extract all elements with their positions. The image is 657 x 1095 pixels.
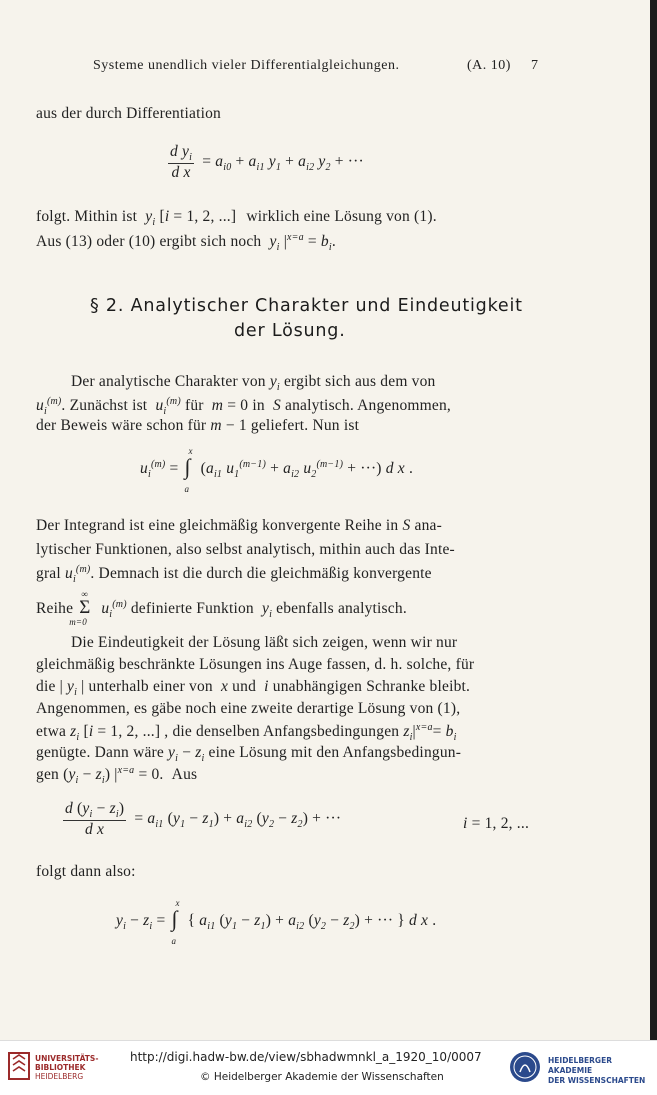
page-number: 7: [531, 58, 539, 73]
text-line: genügte. Dann wäre $y_i - z_i$ eine Lösung mit den Anfangsbedingun-: [36, 744, 462, 765]
academy-seal-icon: [508, 1050, 542, 1084]
page-edge: [650, 0, 657, 1040]
permalink[interactable]: http://digi.hadw-bw.de/view/sbhadwmnkl_a_1920_10/0007: [130, 1050, 482, 1064]
equation-integral-u: $u_i^{(m)}$ = x ∫ a ($a_{i1}$ $u_1^{(m-1)} + a_{i2}$ $u_2^{(m-1)}$ + ···) d x .: [140, 446, 414, 494]
library-logo-icon: [8, 1051, 30, 1081]
text-line: etwa $z_i$ [i = 1, 2, ...] , die denselben Anfangsbedingungen $z_i|^{x=a}= b_i$: [36, 722, 457, 744]
text-line: folgt. Mithin ist $y_i$ [i = 1, 2, ...] wirklich eine Lösung von (1).: [36, 208, 437, 229]
running-title: Systeme unendlich vieler Differentialgleichungen.: [93, 58, 400, 73]
section-title-line1: § 2. Analytischer Charakter und Eindeutigkeit: [90, 296, 523, 316]
academy-name: HEIDELBERGER AKADEMIE DER WISSENSCHAFTEN: [548, 1056, 646, 1085]
text-line: Angenommen, es gäbe noch eine zweite derartige Lösung von (1),: [36, 700, 461, 717]
equation-dyi-dx: $\frac{d y_i}{\text{d x}}$ = $a_{i0} + a_{i1}$ $y_1 + a_{i2}$ $y_2$ + ···: [170, 143, 364, 182]
text-line: die | $y_i$ | unterhalb einer von x und i unabhängigen Schranke bleibt.: [36, 678, 471, 699]
text-line: Der Integrand ist eine gleichmäßig konvergente Reihe in S ana-: [36, 517, 442, 534]
text-line: lytischer Funktionen, also selbst analytisch, mithin auch das Inte-: [36, 541, 455, 558]
equation-integral-difference: $y_i - z_i$ = x ∫ a { $a_{i1}$ $(y_1 - z_1) + a_{i2}$ $(y_2 - z_2)$ + ··· } d x .: [116, 898, 437, 946]
text-line: gleichmäßig beschränkte Lösungen ins Auge fassen, d. h. solche, für: [36, 656, 475, 673]
text-line: gral $u_i^{(m)}$. Demnach ist die durch die gleichmäßig konvergente: [36, 564, 432, 586]
text-line: $u_i^{(m)}$. Zunächst ist $u_i^{(m)}$ für m = 0 in S analytisch. Angenommen,: [36, 396, 452, 418]
text-line: Die Eindeutigkeit der Lösung läßt sich zeigen, wenn wir nur: [71, 634, 458, 651]
text-line: folgt dann also:: [36, 863, 136, 880]
library-name: UNIVERSITÄTS- BIBLIOTHEK HEIDELBERG: [35, 1054, 99, 1081]
text-line: Reihe ∞ Σ m=0 $u_i^{(m)}$ definierte Funktion $y_i$ ebenfalls analytisch.: [36, 588, 407, 627]
section-title-line2: der Lösung.: [234, 321, 346, 341]
equation-index-range: i = 1, 2, ...: [463, 815, 530, 832]
digitization-footer: [0, 1040, 657, 1095]
copyright-text: © Heidelberger Akademie der Wissenschaften: [200, 1071, 444, 1083]
equation-difference: $\frac{d (y_i - z_i)}{\text{d x}}$ = $a_{i1}$ $(y_1 - z_1) + a_{i2}$ $(y_2 - z_2)$ + ···: [65, 800, 342, 839]
text-line: Der analytische Charakter von $y_i$ ergibt sich aus dem von: [71, 373, 436, 394]
text-line: aus der durch Differentiation: [36, 105, 221, 122]
text-line: der Beweis wäre schon für m − 1 geliefert. Nun ist: [36, 417, 360, 434]
text-line: Aus (13) oder (10) ergibt sich noch $y_i$ $|^{x=a} = b_i$.: [36, 232, 336, 254]
header-ref: (A. 10): [467, 58, 511, 73]
text-line: gen $(y_i - z_i) |^{x=a} = 0$. Aus: [36, 765, 198, 787]
